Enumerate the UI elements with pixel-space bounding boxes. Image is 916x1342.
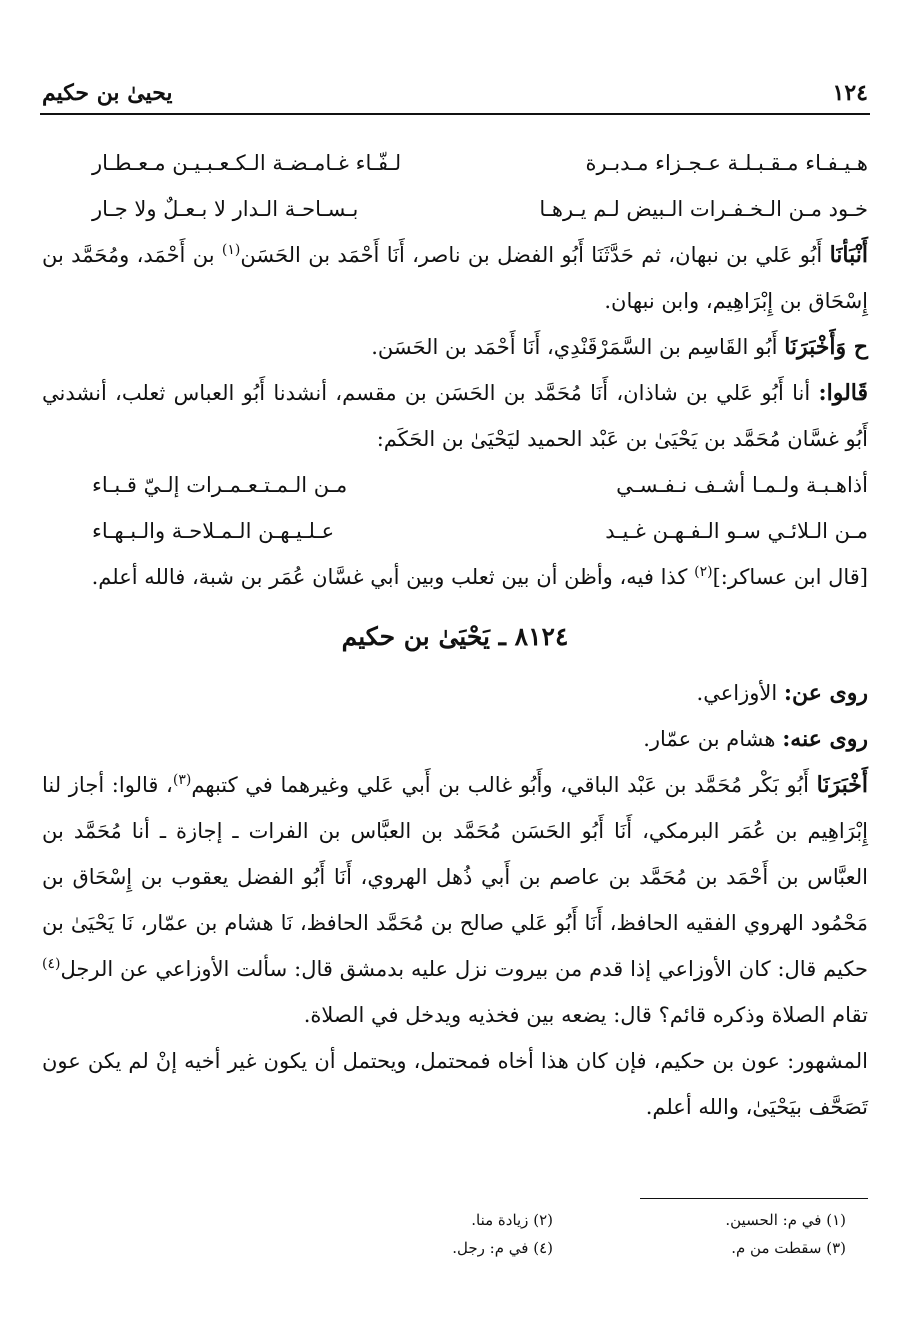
paragraph-text: كذا فيه، وأظن أن بين ثعلب وبين أبي غسَّان عُمَر بن شبة، فالله أعلم. (91, 565, 688, 589)
paragraph-text: بن أَحْمَد، ومُحَمَّد بن إِسْحَاق بن إِبْرَاهِيم، وابن نبهان. (42, 243, 868, 313)
verse-block-2 (42, 462, 868, 554)
verse-hemistich: مـن الـلائـي سـو الـفـهـن غـيـد (605, 519, 868, 543)
paragraph-text: ، قالوا: أجاز لنا إِبْرَاهِيم بن عُمَر البرمكي، أَنَا أَبُو الحَسَن مُحَمَّد بن العبَّاس بن الفرات ـ إجازة ـ أنا مُحَمَّد بن العبَّاس بن أَحْمَد بن مُحَمَّد بن عاصم بن أَبي ذُهل الهروي، أَنَا أَبُو الفضل يعقوب بن إِسْحَاق بن مَحْمُود الهروي الفقيه الحافظ، أَنَا أَبُو عَلي صالح بن مُحَمَّد الحافظ، نَا هشام بن عمّار، نَا يَحْيَىٰ بن حكيم قال: كان الأوزاعي إذا قدم من بيروت نزل عليه بدمشق قال: سألت الأوزاعي عن الرجل (42, 773, 868, 981)
footnote (593, 1206, 846, 1234)
footnote-ref: (١) (221, 242, 241, 258)
verse-line (42, 508, 868, 554)
footnote-ref: (٤) (42, 956, 61, 972)
keyword: ح وَأَخْبَرَنَا (784, 334, 868, 360)
verse-hemistich: هـيـفـاء مـقـبـلـة عـجـزاء مـدبـرة (585, 151, 868, 175)
keyword: أَنْبَأنَا (829, 242, 868, 268)
footnote-text: سقطت من م. (731, 1239, 822, 1257)
verse-line (42, 140, 868, 186)
paragraph (42, 716, 868, 762)
paragraph-text: هشام بن عمّار. (643, 727, 776, 751)
footnote-number: (٤) (533, 1239, 553, 1257)
paragraph-text: أَبُو القَاسِم بن السَّمَرْقَنْدِي، أَنَا أَحْمَد بن الحَسَن. (371, 335, 778, 359)
paragraph (42, 232, 868, 324)
footnote-text: في م: رجل. (452, 1239, 529, 1257)
footnote-number: (٣) (826, 1239, 846, 1257)
verse-hemistich: لـفّـاء غـامـضـة الـكـعـبـيـن مـعـطـار (92, 151, 402, 175)
verse-hemistich: مـن الـمـتـعـمـرات إلـيّ قـبـاء (92, 473, 348, 497)
paragraph-text: تقام الصلاة وذكره قائم؟ قال: يضعه بين فخذيه ويدخل في الصلاة. (303, 1003, 868, 1027)
paragraph-text: الأوزاعي. (696, 681, 778, 705)
footnote-ref: (٣) (172, 772, 192, 788)
verse-line (42, 462, 868, 508)
page-body (42, 140, 868, 1130)
paragraph (42, 670, 868, 716)
verse-block-1 (42, 140, 868, 232)
entry-title: ٨١٢٤ ـ يَحْيَىٰ بن حكيم (341, 622, 569, 651)
keyword: روى عن: (783, 680, 868, 706)
footnote (593, 1234, 846, 1262)
footnote (300, 1234, 553, 1262)
paragraph (42, 554, 868, 600)
keyword: أَخْبَرَنَا (816, 772, 868, 798)
paragraph (42, 1038, 868, 1130)
paragraph (42, 370, 868, 462)
keyword: قَالوا: (818, 380, 868, 406)
paragraph-text: أنا أَبُو عَلي بن شاذان، أَنَا مُحَمَّد بن الحَسَن بن مقسم، أنشدنا أَبُو العباس ثعلب، أنشدني أَبُو غسَّان مُحَمَّد بن يَحْيَىٰ بن عَبْد الحميد ليَحْيَىٰ بن الحَكَم: (42, 381, 868, 451)
paragraph-text: المشهور: عون بن حكيم، فإن كان هذا أخاه فمحتمل، ويحتمل أن يكون غير أخيه إنْ لم يكن عون تَصَحَّف بيَحْيَىٰ، والله أعلم. (42, 1049, 868, 1119)
paragraph-text: أَبُو بَكْر مُحَمَّد بن عَبْد الباقي، وأَبُو غالب بن أَبي عَلي وغيرهما في كتبهم (191, 773, 809, 797)
paragraph (42, 762, 868, 1038)
running-title: يحيىٰ بن حكيم (42, 80, 173, 106)
footnote-ref: (٢) (694, 564, 713, 580)
footnote-number: (١) (826, 1211, 846, 1229)
verse-line (42, 186, 868, 232)
verse-hemistich: بـسـاحـة الـدار لا بـعـلٌ ولا جـار (92, 197, 359, 221)
footnote-number: (٢) (533, 1211, 553, 1229)
verse-hemistich: أذاهـبـة ولـمـا أشـف نـفـسـي (616, 473, 868, 497)
page-number: ١٢٤ (832, 80, 868, 106)
paragraph-text: [قال ابن عساكر:] (712, 565, 868, 589)
footnote-rule (640, 1198, 868, 1199)
footnote (300, 1206, 553, 1234)
running-header (42, 70, 868, 106)
footnote-text: زيادة منا. (471, 1211, 529, 1229)
footnote-text: في م: الحسين. (725, 1211, 822, 1229)
footnotes (300, 1206, 846, 1262)
verse-hemistich: خـود مـن الـخـفـرات الـبيض لـم يـرهـا (539, 197, 868, 221)
keyword: روى عنه: (782, 726, 868, 752)
paragraph (42, 324, 868, 370)
verse-hemistich: عـلـيـهـن الـمـلاحـة والـبـهـاء (92, 519, 335, 543)
header-rule (40, 113, 870, 115)
paragraph-text: أَبُو عَلي بن نبهان، ثم حَدَّثَنَا أَبُو الفضل بن ناصر، أَنَا أَحْمَد بن الحَسَن (240, 243, 823, 267)
